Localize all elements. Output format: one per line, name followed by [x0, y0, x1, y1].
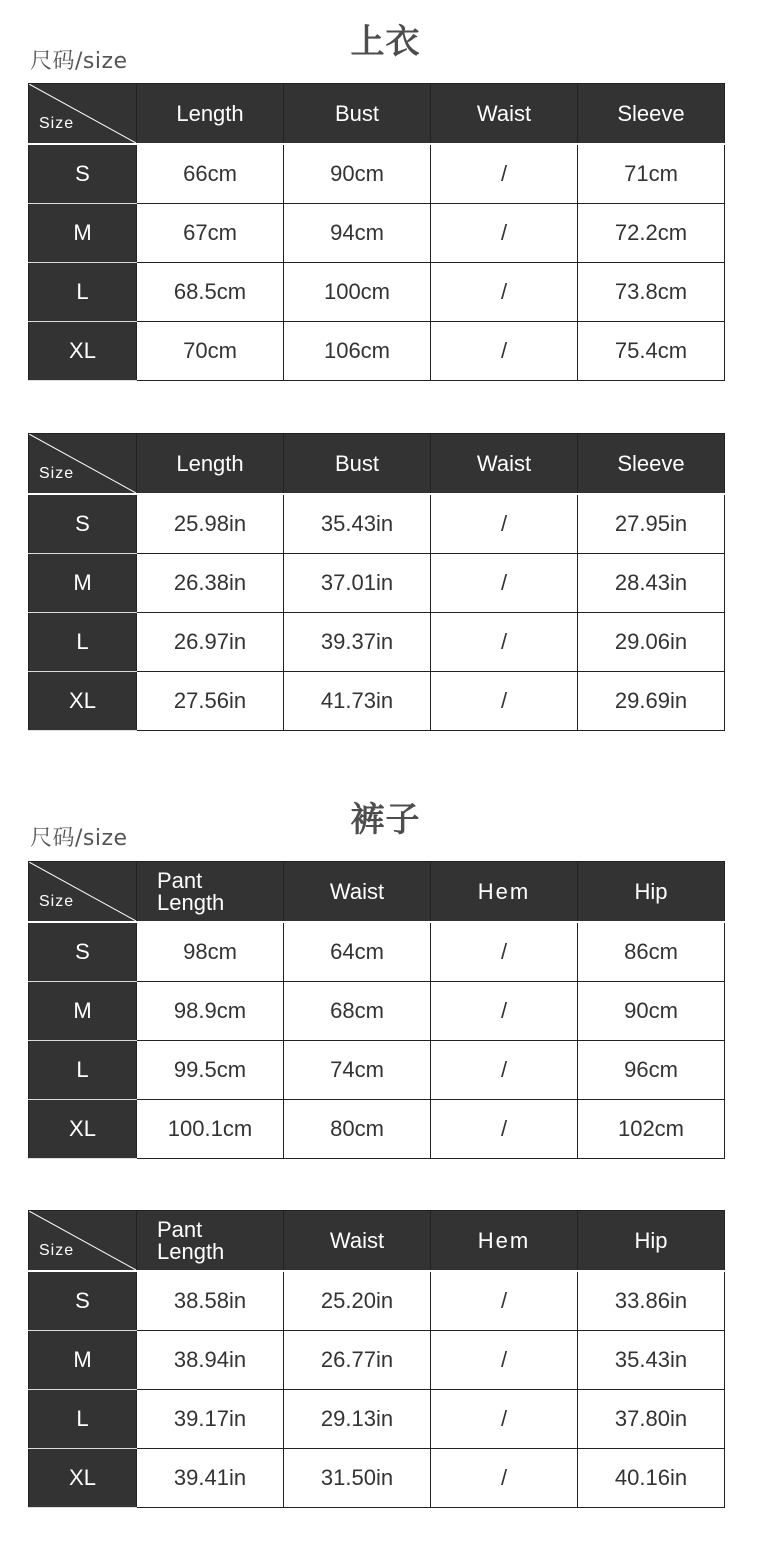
- row-size-label: L: [29, 1390, 137, 1449]
- table-cell: 27.56in: [137, 672, 284, 731]
- row-size-label: XL: [29, 1100, 137, 1159]
- table-cell: 106cm: [284, 322, 431, 381]
- table-row: [29, 1331, 725, 1390]
- table-row: [29, 1271, 725, 1331]
- table-cell: 33.86in: [578, 1271, 725, 1331]
- table-cell: 99.5cm: [137, 1041, 284, 1100]
- table-row: [29, 322, 725, 381]
- corner-size-label: Size: [39, 893, 75, 910]
- column-header: Sleeve: [578, 84, 725, 145]
- table-cell: 29.06in: [578, 613, 725, 672]
- column-header: Hem: [431, 862, 578, 923]
- table-cell: 75.4cm: [578, 322, 725, 381]
- tops-size-label: 尺码/size: [30, 49, 128, 74]
- table-cell: 80cm: [284, 1100, 431, 1159]
- table-cell: 41.73in: [284, 672, 431, 731]
- pants-size-label: 尺码/size: [30, 826, 128, 851]
- table-cell: 40.16in: [578, 1449, 725, 1508]
- column-header: Length: [137, 84, 284, 145]
- table-header-row: [29, 1211, 725, 1272]
- table-cell: /: [431, 1271, 578, 1331]
- table-cell: /: [431, 922, 578, 982]
- row-size-label: L: [29, 613, 137, 672]
- table-row: [29, 554, 725, 613]
- table-cell: /: [431, 982, 578, 1041]
- table-cell: 35.43in: [578, 1331, 725, 1390]
- table-header-row: [29, 862, 725, 923]
- column-header: Sleeve: [578, 434, 725, 495]
- row-size-label: S: [29, 494, 137, 554]
- table-cell: /: [431, 1449, 578, 1508]
- tops-cm-table: [28, 83, 725, 381]
- table-cell: 102cm: [578, 1100, 725, 1159]
- pants-cm-table: [28, 861, 725, 1159]
- table-cell: /: [431, 144, 578, 204]
- table-cell: 37.01in: [284, 554, 431, 613]
- table-row: [29, 1449, 725, 1508]
- corner-cell: [29, 862, 137, 923]
- table-row: [29, 144, 725, 204]
- column-header: Waist: [431, 84, 578, 145]
- table-cell: 26.77in: [284, 1331, 431, 1390]
- table-cell: /: [431, 613, 578, 672]
- row-size-label: L: [29, 263, 137, 322]
- table-cell: 25.98in: [137, 494, 284, 554]
- table-cell: 37.80in: [578, 1390, 725, 1449]
- table-cell: 90cm: [284, 144, 431, 204]
- row-size-label: M: [29, 554, 137, 613]
- tops-section-title: 上衣: [350, 22, 421, 62]
- column-header: Waist: [284, 1211, 431, 1272]
- table-cell: 70cm: [137, 322, 284, 381]
- table-cell: 38.94in: [137, 1331, 284, 1390]
- table-cell: 68.5cm: [137, 263, 284, 322]
- corner-cell: [29, 84, 137, 145]
- table-cell: 39.37in: [284, 613, 431, 672]
- row-size-label: M: [29, 1331, 137, 1390]
- table-cell: 26.97in: [137, 613, 284, 672]
- table-cell: 64cm: [284, 922, 431, 982]
- table-header-row: [29, 434, 725, 495]
- pants-in-table: [28, 1210, 725, 1508]
- table-cell: /: [431, 1331, 578, 1390]
- table-cell: 29.69in: [578, 672, 725, 731]
- table-cell: /: [431, 204, 578, 263]
- row-size-label: M: [29, 982, 137, 1041]
- table-cell: 67cm: [137, 204, 284, 263]
- row-size-label: S: [29, 144, 137, 204]
- table-cell: 98cm: [137, 922, 284, 982]
- table-cell: 35.43in: [284, 494, 431, 554]
- table-cell: /: [431, 263, 578, 322]
- table-cell: 100.1cm: [137, 1100, 284, 1159]
- table-row: [29, 1100, 725, 1159]
- table-row: [29, 263, 725, 322]
- corner-cell: [29, 434, 137, 495]
- table-row: [29, 613, 725, 672]
- table-cell: 25.20in: [284, 1271, 431, 1331]
- column-header: Hip: [578, 862, 725, 923]
- table-row: [29, 1390, 725, 1449]
- table-cell: 29.13in: [284, 1390, 431, 1449]
- table-cell: 28.43in: [578, 554, 725, 613]
- pants-section-title: 裤子: [350, 800, 421, 840]
- table-cell: 98.9cm: [137, 982, 284, 1041]
- table-cell: 71cm: [578, 144, 725, 204]
- table-cell: 73.8cm: [578, 263, 725, 322]
- table-cell: 72.2cm: [578, 204, 725, 263]
- table-row: [29, 204, 725, 263]
- table-cell: 39.17in: [137, 1390, 284, 1449]
- corner-size-label: Size: [39, 115, 75, 132]
- column-header: Hip: [578, 1211, 725, 1272]
- table-cell: /: [431, 1390, 578, 1449]
- table-cell: 26.38in: [137, 554, 284, 613]
- table-cell: /: [431, 1100, 578, 1159]
- table-cell: 68cm: [284, 982, 431, 1041]
- row-size-label: S: [29, 1271, 137, 1331]
- table-cell: /: [431, 554, 578, 613]
- table-cell: 38.58in: [137, 1271, 284, 1331]
- row-size-label: XL: [29, 322, 137, 381]
- column-header: Bust: [284, 84, 431, 145]
- table-header-row: [29, 84, 725, 145]
- table-row: [29, 982, 725, 1041]
- table-cell: /: [431, 1041, 578, 1100]
- table-cell: /: [431, 322, 578, 381]
- column-header: Bust: [284, 434, 431, 495]
- table-cell: 66cm: [137, 144, 284, 204]
- table-row: [29, 1041, 725, 1100]
- column-header: Waist: [431, 434, 578, 495]
- table-row: [29, 672, 725, 731]
- table-cell: 96cm: [578, 1041, 725, 1100]
- table-row: [29, 922, 725, 982]
- table-cell: 31.50in: [284, 1449, 431, 1508]
- table-cell: 86cm: [578, 922, 725, 982]
- table-row: [29, 494, 725, 554]
- tops-in-table: [28, 433, 725, 731]
- row-size-label: M: [29, 204, 137, 263]
- table-cell: 74cm: [284, 1041, 431, 1100]
- table-cell: 100cm: [284, 263, 431, 322]
- column-header: Hem: [431, 1211, 578, 1272]
- table-cell: /: [431, 672, 578, 731]
- column-header: Waist: [284, 862, 431, 923]
- row-size-label: XL: [29, 1449, 137, 1508]
- corner-size-label: Size: [39, 465, 75, 482]
- table-cell: 94cm: [284, 204, 431, 263]
- table-cell: 27.95in: [578, 494, 725, 554]
- column-header: Length: [137, 434, 284, 495]
- row-size-label: XL: [29, 672, 137, 731]
- table-cell: 39.41in: [137, 1449, 284, 1508]
- row-size-label: S: [29, 922, 137, 982]
- column-header: Pant Length: [137, 1211, 284, 1272]
- table-cell: /: [431, 494, 578, 554]
- table-cell: 90cm: [578, 982, 725, 1041]
- row-size-label: L: [29, 1041, 137, 1100]
- corner-cell: [29, 1211, 137, 1272]
- corner-size-label: Size: [39, 1242, 75, 1259]
- column-header: Pant Length: [137, 862, 284, 923]
